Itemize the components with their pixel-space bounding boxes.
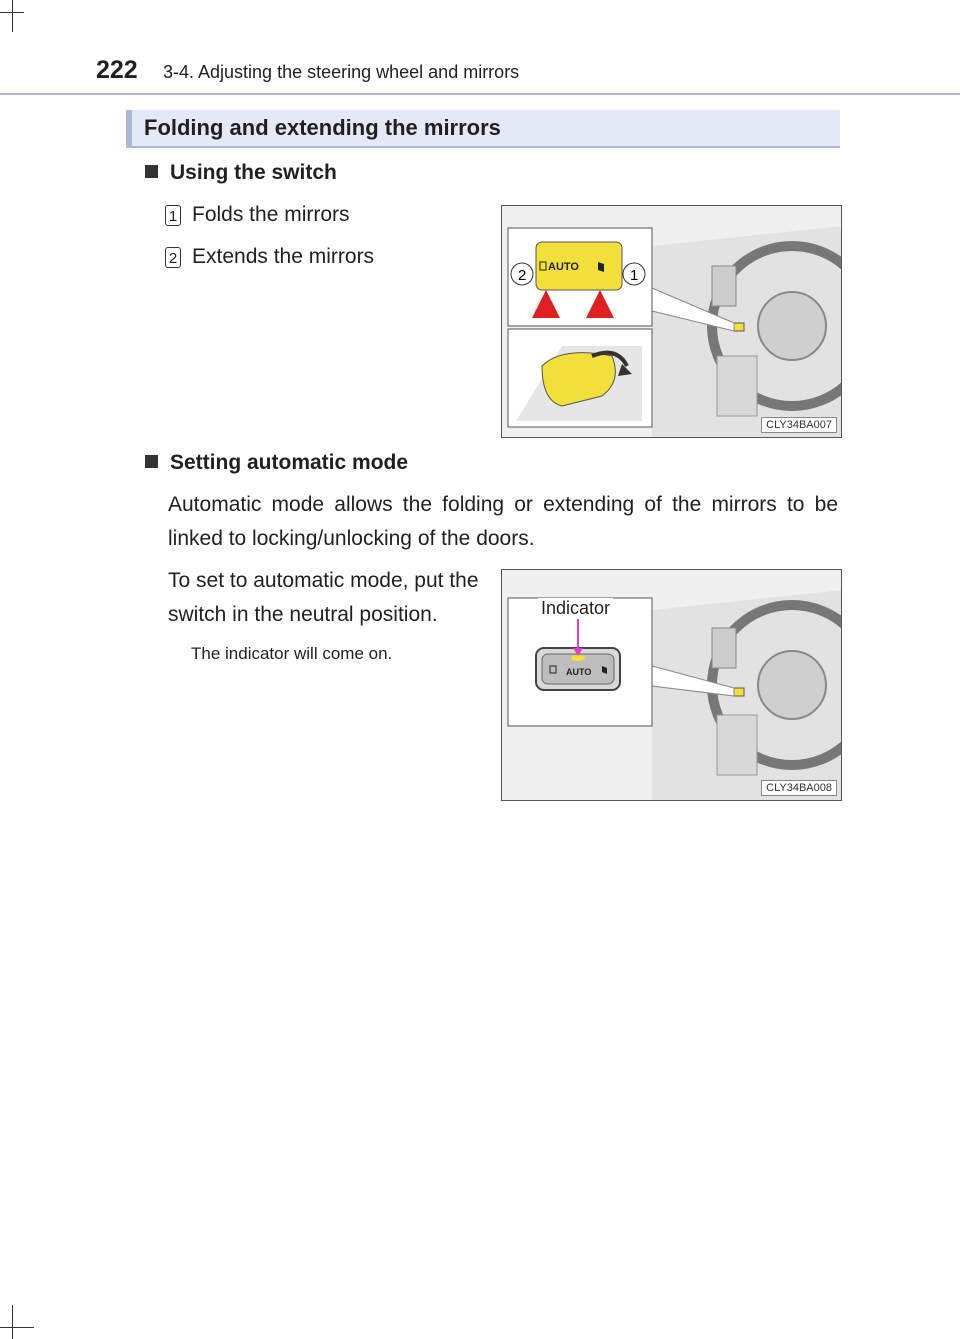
running-head: 3-4. Adjusting the steering wheel and mirrors — [163, 62, 520, 82]
subheading-text: Setting automatic mode — [170, 451, 409, 474]
automatic-mode-figure — [501, 569, 842, 801]
paragraph-line: linked to locking/unlocking of the doors. — [168, 527, 535, 550]
paragraph-line: Automatic mode allows the folding or extending of the mirrors to be — [168, 493, 838, 516]
step-text: Extends the mirrors — [192, 245, 375, 268]
paragraph-line: To set to automatic mode, put the — [168, 569, 479, 592]
page-number: 222 — [96, 56, 138, 84]
dashboard-illustration — [502, 206, 842, 438]
square-bullet-icon — [145, 165, 158, 178]
subheading-using-switch — [145, 161, 337, 185]
crop-mark — [0, 12, 24, 13]
crop-mark — [0, 1327, 34, 1328]
figure-code: CLY34BA008 — [761, 780, 837, 796]
crop-mark — [12, 1305, 13, 1339]
step-number-badge: 2 — [165, 247, 181, 268]
header-rule — [0, 93, 960, 95]
callout-1: 1 — [630, 267, 639, 284]
body-paragraph — [168, 488, 838, 556]
mirror-switch-figure — [501, 205, 842, 438]
note-text: The indicator will come on. — [191, 644, 393, 663]
instruction-paragraph — [168, 564, 488, 632]
crop-mark — [12, 0, 13, 32]
step-text: Folds the mirrors — [192, 203, 350, 226]
switch-auto-label: AUTO — [548, 261, 579, 273]
callout-2: 2 — [518, 267, 527, 284]
subheading-automatic-mode — [145, 451, 408, 475]
section-title: Folding and extending the mirrors — [144, 115, 501, 140]
subheading-text: Using the switch — [170, 161, 337, 184]
indicator-label: Indicator — [538, 598, 613, 619]
switch-auto-label: AUTO — [566, 667, 592, 677]
step-number-badge: 1 — [165, 205, 181, 226]
section-title-bar — [126, 110, 840, 148]
paragraph-line: switch in the neutral position. — [168, 603, 438, 626]
figure-code: CLY34BA007 — [761, 417, 837, 433]
square-bullet-icon — [145, 455, 158, 468]
